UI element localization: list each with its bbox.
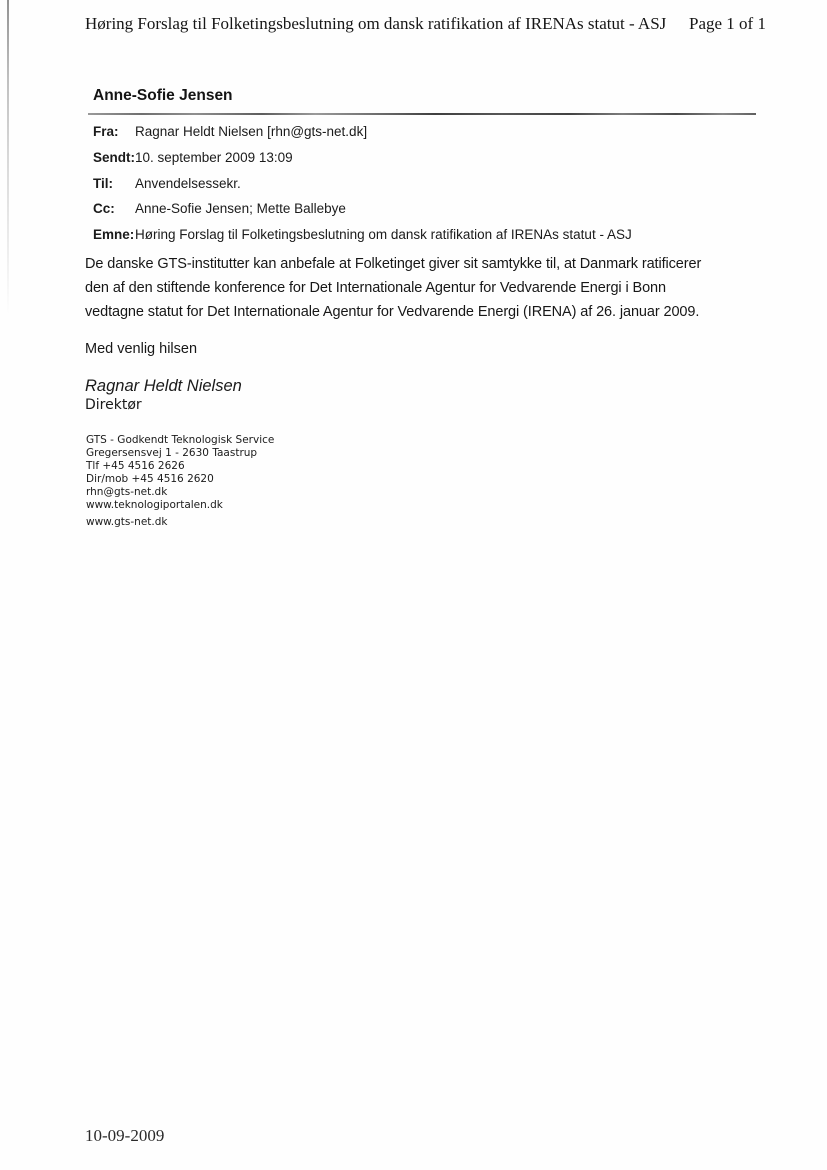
field-label-subject: Emne:: [93, 227, 135, 243]
print-header-title: Høring Forslag til Folketingsbeslutning om dansk ratifikation af IRENAs statut - ASJ: [85, 14, 667, 33]
recipient-name-heading: Anne-Sofie Jensen: [93, 87, 233, 104]
field-row-to: [93, 176, 632, 202]
field-label-from: Fra:: [93, 124, 119, 139]
field-row-cc: [93, 201, 632, 227]
field-value-from: Ragnar Heldt Nielsen [rhn@gts-net.dk]: [135, 124, 368, 139]
field-row-from: [93, 124, 632, 150]
closing-salutation: Med venlig hilsen: [85, 341, 198, 357]
email-header-fields: [93, 124, 632, 253]
field-label-sent: Sendt:: [93, 149, 135, 165]
contact-line-portal-url: www.teknologiportalen.dk: [86, 499, 223, 511]
print-header-page-number: Page 1 of 1: [689, 14, 766, 33]
signature-contact-block: [86, 434, 274, 512]
signature-name: Ragnar Heldt Nielsen: [85, 377, 242, 395]
field-value-cc: Anne-Sofie Jensen; Mette Ballebye: [135, 201, 346, 217]
signature-website-url: www.gts-net.dk: [86, 516, 168, 528]
body-line: De danske GTS-institutter kan anbefale at Folketinget giver sit samtykke til, at Danmark ratificerer: [85, 256, 702, 272]
print-footer-date: 10-09-2009: [85, 1126, 165, 1145]
email-body-paragraph: [85, 252, 701, 324]
field-value-sent: 10. september 2009 13:09: [135, 149, 293, 165]
field-label-cc: Cc:: [93, 201, 115, 217]
contact-line-company: GTS - Godkendt Teknologisk Service: [86, 434, 275, 446]
signature-job-title: Direktør: [85, 397, 142, 413]
scan-edge-artifact: [7, 0, 9, 315]
field-label-to: Til:: [93, 175, 113, 191]
contact-line-address: Gregersensvej 1 - 2630 Taastrup: [86, 447, 258, 459]
body-line: vedtagne statut for Det Internationale Agentur for Vedvarende Energi (IRENA) af 26. januar 2009.: [85, 304, 700, 320]
contact-line-phone: Tlf +45 4516 2626: [86, 460, 185, 472]
contact-line-email: rhn@gts-net.dk: [86, 486, 168, 498]
field-row-subject: [93, 227, 632, 253]
field-value-to: Anvendelsessekr.: [135, 175, 241, 191]
header-divider-rule: [88, 113, 756, 115]
contact-line-direct-phone: Dir/mob +45 4516 2620: [86, 473, 214, 485]
field-row-sent: [93, 150, 632, 176]
body-line: den af den stiftende konference for Det Internationale Agentur for Vedvarende Energi i Bonn: [85, 280, 666, 296]
field-value-subject: Høring Forslag til Folketingsbeslutning om dansk ratifikation af IRENAs statut - ASJ: [135, 227, 632, 243]
